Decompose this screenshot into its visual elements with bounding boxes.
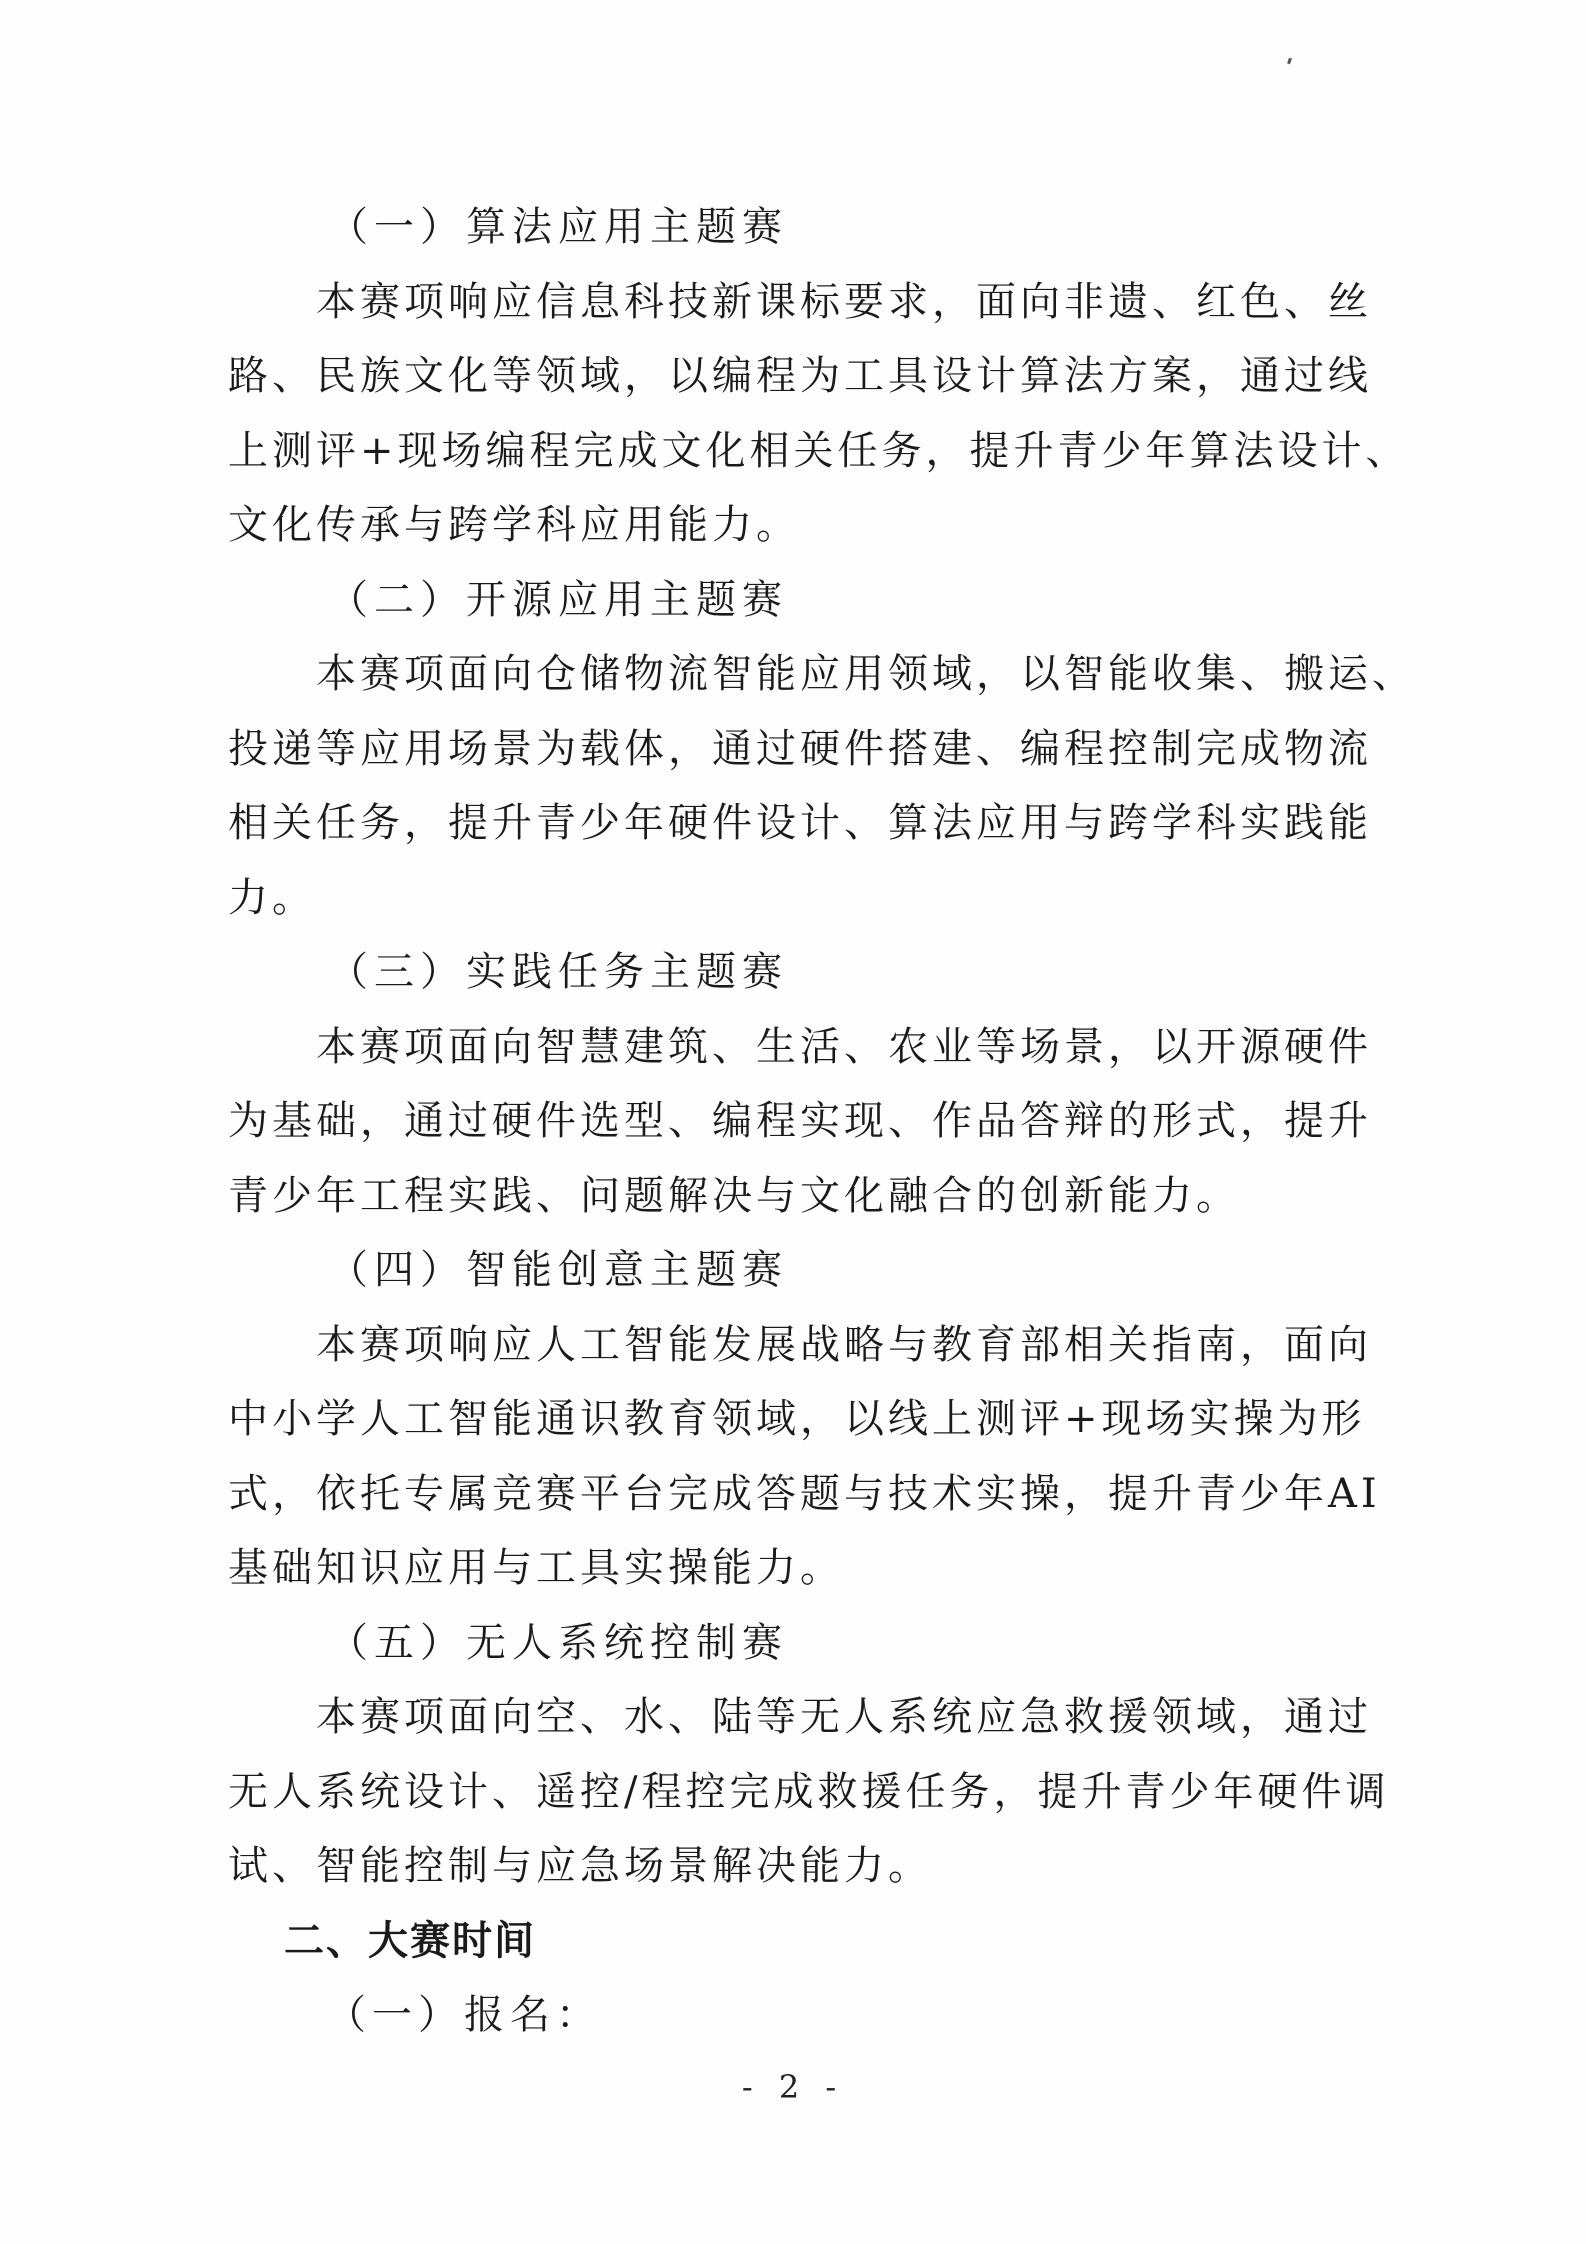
item-heading-registration: （一）报名： — [326, 1992, 602, 2038]
subsection-heading-practice: （三）实践任务主题赛 — [328, 949, 788, 995]
subsection-heading-ai-creative: （四）智能创意主题赛 — [328, 1247, 788, 1293]
subsection-heading-open-source: （二）开源应用主题赛 — [328, 576, 788, 623]
paragraph-line: 为基础，通过硬件选型、编程实现、作品答辩的形式，提升 — [228, 1098, 1372, 1144]
subsection-heading-unmanned: （五）无人系统控制赛 — [328, 1619, 788, 1666]
paragraph-line: 式，依托专属竞赛平台完成答题与技术实操，提升青少年AI — [228, 1470, 1381, 1517]
paragraph-line: 力。 — [228, 874, 316, 921]
paragraph-line: 文化传承与跨学科应用能力。 — [228, 502, 800, 548]
paragraph-line: 本赛项面向空、水、陆等无人系统应急救援领域，通过 — [316, 1694, 1372, 1740]
paragraph-line: 无人系统设计、遥控/程控完成救援任务，提升青少年硬件调 — [228, 1768, 1390, 1815]
paragraph-line: 本赛项面向仓储物流智能应用领域，以智能收集、搬运、 — [316, 651, 1416, 697]
scan-artifact — [1287, 58, 1292, 65]
paragraph-line: 投递等应用场景为载体，通过硬件搭建、编程控制完成物流 — [228, 725, 1372, 772]
paragraph-line: 试、智能控制与应急场景解决能力。 — [228, 1843, 932, 1889]
subsection-heading-algorithm: （一）算法应用主题赛 — [328, 204, 788, 250]
paragraph-line: 相关任务，提升青少年硬件设计、算法应用与跨学科实践能 — [228, 800, 1372, 846]
paragraph-line: 路、民族文化等领域，以编程为工具设计算法方案，通过线 — [228, 353, 1372, 399]
section-heading-competition-time: 二、大赛时间 — [284, 1917, 536, 1964]
document-body — [228, 190, 1416, 2053]
paragraph-line: 本赛项面向智慧建筑、生活、农业等场景，以开源硬件 — [316, 1023, 1372, 1070]
paragraph-line: 本赛项响应人工智能发展战略与教育部相关指南，面向 — [316, 1321, 1372, 1368]
page-number: - 2 - — [741, 2068, 845, 2106]
paragraph-line: 青少年工程实践、问题解决与文化融合的创新能力。 — [228, 1172, 1240, 1219]
paragraph-line: 基础知识应用与工具实操能力。 — [228, 1545, 844, 1591]
paragraph-line: 本赛项响应信息科技新课标要求，面向非遗、红色、丝 — [316, 278, 1372, 325]
paragraph-line: 中小学人工智能通识教育领域，以线上测评+现场实操为形 — [228, 1396, 1366, 1442]
paragraph-line: 上测评+现场编程完成文化相关任务，提升青少年算法设计、 — [228, 427, 1410, 474]
